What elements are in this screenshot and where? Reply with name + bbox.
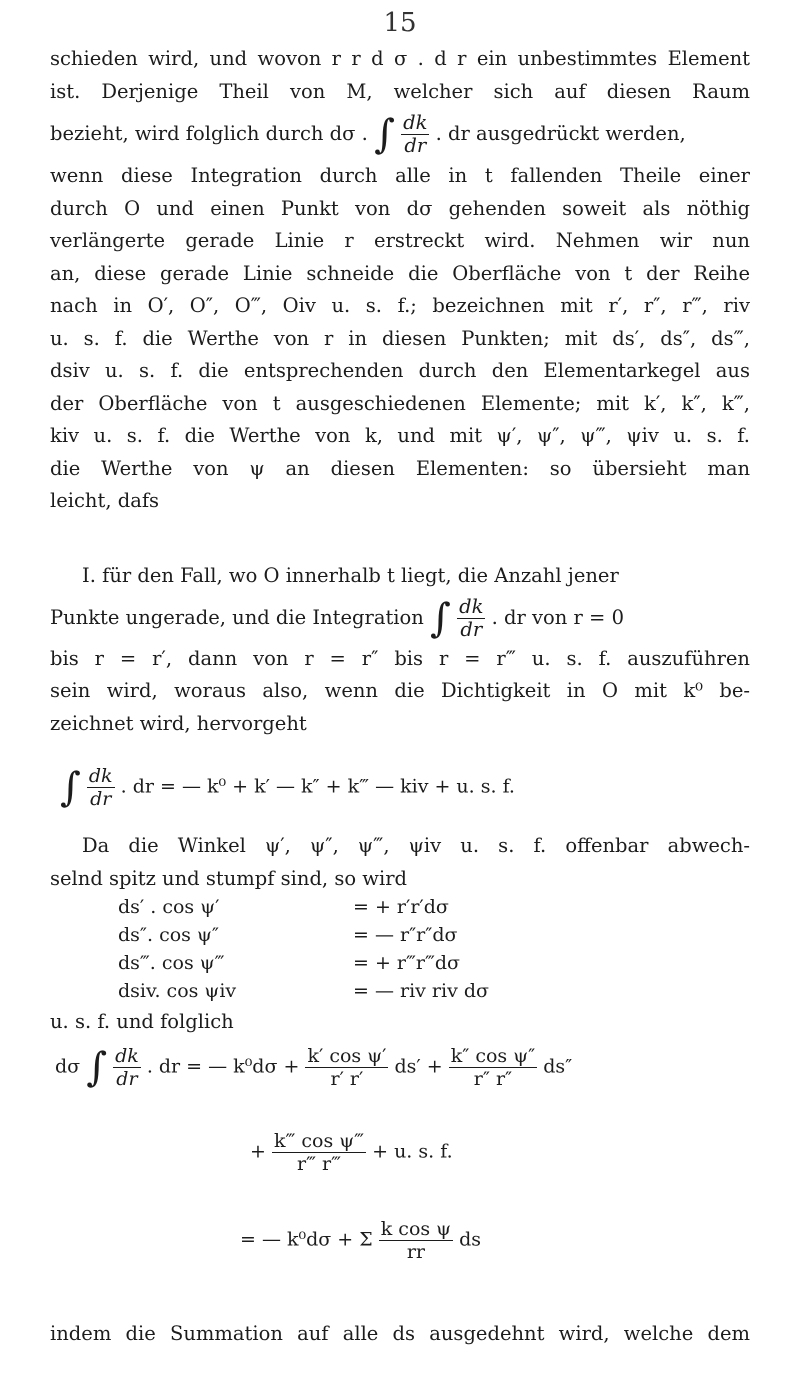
numerator: dk: [459, 594, 484, 618]
fraction-2: [449, 1045, 538, 1090]
fraction-dk-dr: [113, 1045, 141, 1090]
system-lhs: ds‴. cos ψ‴: [118, 952, 225, 974]
denominator: r′ r′: [330, 1068, 364, 1090]
eq2-mid: . dr = — k⁰dσ +: [146, 1055, 300, 1078]
denominator: rr: [406, 1241, 425, 1263]
usf-folglich-line: [50, 1006, 750, 1039]
denominator: dr: [404, 134, 427, 157]
eq2-lead: dσ: [55, 1055, 81, 1078]
numerator: dk: [88, 765, 113, 787]
text-line: selnd spitz und stumpf sind, so wird: [50, 866, 408, 890]
text-line: wenn diese Integration durch alle in t fallenden Theile einer: [50, 164, 750, 187]
text-line: leicht, dafs: [50, 489, 160, 512]
text-line: sein wird, woraus also, wenn die Dichtigkeit in O mit k⁰ be-: [50, 679, 750, 702]
text-line-with-integral: [50, 108, 750, 160]
denominator: r‴ r‴: [297, 1153, 341, 1175]
text-line: indem die Summation auf alle ds ausgedehnt wird, welche dem: [50, 1322, 750, 1345]
fraction-dk-dr: [401, 112, 429, 157]
system-lhs: dsiv. cos ψiv: [118, 980, 237, 1002]
eq2-result-lead: = — k⁰dσ + Σ: [240, 1228, 373, 1251]
text-line: dsiv u. s. f. die entsprechenden durch den Elementarkegel aus: [50, 359, 750, 382]
text-line: ist. Derjenige Theil von M, welcher sich auf diesen Raum: [50, 79, 750, 103]
text-line: u. s. f. und folglich: [50, 1010, 234, 1033]
text-fragment: . dr von r = 0: [491, 605, 624, 629]
text-line: zeichnet wird, hervorgeht: [50, 711, 307, 735]
system-lhs: ds′ . cos ψ′: [118, 896, 220, 918]
eq2-term: ds: [459, 1228, 482, 1251]
text-line: der Oberfläche von t ausgeschiedenen Elemente; mit k′, k″, k‴,: [50, 391, 750, 415]
integral-sign: ∫: [60, 764, 81, 811]
text-line: I. für den Fall, wo O innerhalb t liegt, die Anzahl jener: [82, 564, 619, 587]
text-fragment: Punkte ungerade, und die Integration: [50, 605, 424, 629]
system-lhs: ds″. cos ψ″: [118, 924, 219, 946]
integral-sign: ∫: [374, 111, 395, 158]
system-rhs: = + r′r′dσ: [353, 896, 449, 918]
system-rhs: = + r‴r‴dσ: [353, 952, 460, 974]
eq2-term: ds″: [543, 1055, 573, 1078]
text-line: verlängerte gerade Linie r erstreckt wird. Nehmen wir nun: [50, 229, 750, 252]
numerator: k′ cos ψ′: [307, 1045, 387, 1067]
denominator: dr: [116, 1068, 138, 1090]
fraction-4: [379, 1218, 453, 1263]
denominator: r″ r″: [473, 1068, 513, 1090]
text-fragment: bezieht, wird folglich durch dσ .: [50, 122, 368, 145]
equation-2: [55, 1045, 572, 1090]
system-rhs: = — riv riv dσ: [353, 980, 489, 1002]
text-line: schieden wird, und wovon r r d σ . d r ein unbestimmtes Element: [50, 47, 750, 70]
paragraph-1: [50, 43, 750, 518]
text-line-with-integral: [50, 593, 750, 643]
text-line: an, diese gerade Linie schneide die Oberfläche von t der Reihe: [50, 261, 750, 285]
equation-2-continuation: [250, 1130, 453, 1175]
text-line: die Werthe von ψ an diesen Elementen: so übersieht man: [50, 456, 750, 480]
fraction-3: [272, 1130, 366, 1175]
text-line: nach in O′, O″, O‴, Oiv u. s. f.; bezeichnen mit r′, r″, r‴, riv: [50, 294, 750, 317]
paragraph-2: [50, 560, 750, 740]
numerator: k″ cos ψ″: [450, 1045, 536, 1067]
text-line: bis r = r′, dann von r = r″ bis r = r‴ u. s. f. auszuführen: [50, 646, 750, 670]
eq2-term: + u. s. f.: [372, 1140, 453, 1163]
equation-1: [60, 765, 515, 810]
text-line: u. s. f. die Werthe von r in diesen Punkten; mit ds′, ds″, ds‴,: [50, 326, 750, 350]
eq2-plus: +: [250, 1140, 266, 1163]
text-line: durch O und einen Punkt von dσ gehenden soweit als nöthig: [50, 196, 750, 220]
page-number: 15: [383, 8, 417, 38]
numerator: dk: [115, 1045, 139, 1067]
numerator: k‴ cos ψ‴: [273, 1130, 365, 1152]
integral-sign: ∫: [86, 1044, 108, 1091]
numerator: k cos ψ: [380, 1218, 452, 1240]
text-line: Da die Winkel ψ′, ψ″, ψ‴, ψiv u. s. f. offenbar abwech-: [82, 834, 750, 857]
closing-line: [50, 1318, 750, 1351]
numerator: dk: [403, 111, 428, 134]
fraction-dk-dr: [87, 765, 115, 810]
paragraph-3: [50, 830, 750, 895]
fraction-dk-dr: [457, 596, 485, 641]
system-rhs: = — r″r″dσ: [353, 924, 458, 946]
text-fragment: . dr ausgedrückt werden,: [435, 122, 686, 145]
equation-2-result: [240, 1218, 481, 1263]
fraction-1: [305, 1045, 388, 1090]
equation-rhs: . dr = — k⁰ + k′ — k″ + k‴ — kiv + u. s. f.: [120, 775, 515, 798]
denominator: dr: [460, 617, 483, 641]
integral-sign: ∫: [430, 595, 451, 641]
denominator: dr: [90, 788, 112, 810]
eq2-term: ds′ +: [394, 1055, 443, 1078]
text-line: kiv u. s. f. die Werthe von k, und mit ψ′, ψ″, ψ‴, ψiv u. s. f.: [50, 424, 750, 447]
